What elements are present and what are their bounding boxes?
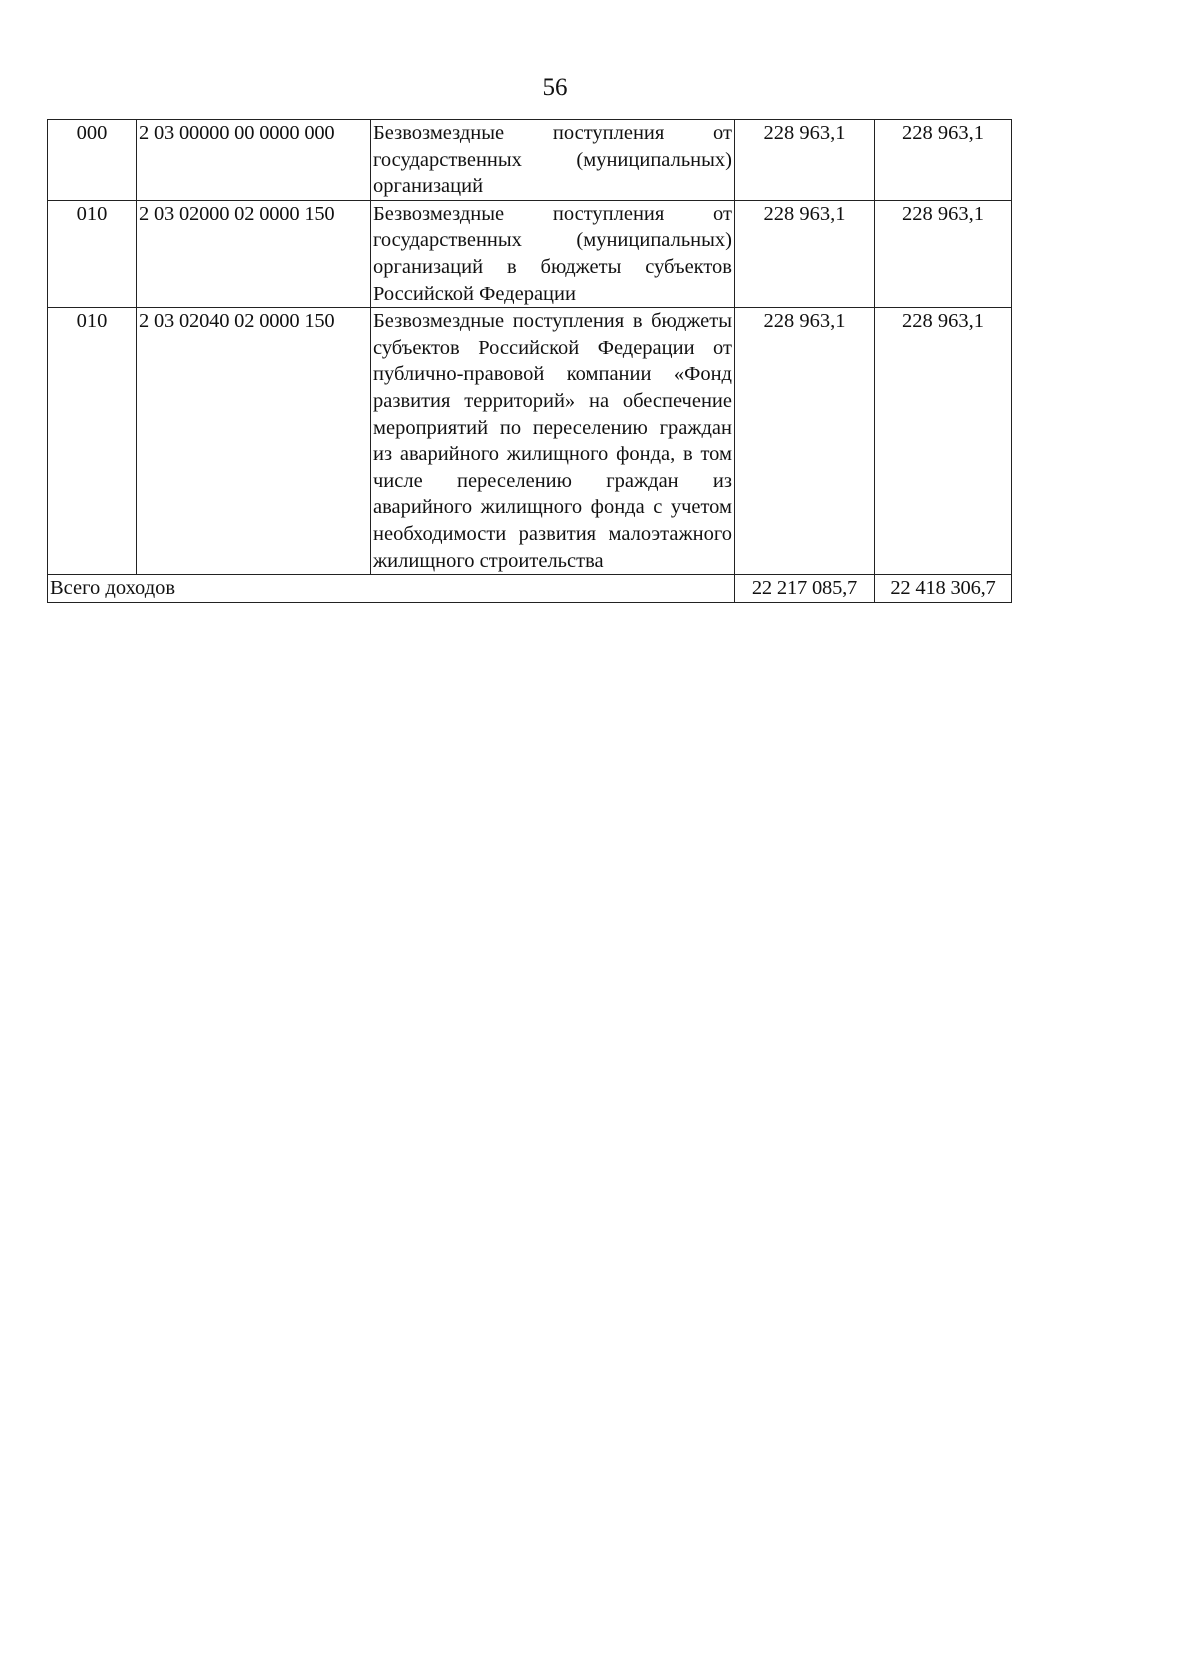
page-number: 56 xyxy=(542,74,568,101)
revenue-name-cell: Безвозмездные поступления от государственных (муниципальных) организаций в бюджеты субъектов Российской Федерации xyxy=(371,200,735,307)
total-row xyxy=(48,575,1012,603)
table-row xyxy=(48,308,1012,575)
revenue-table xyxy=(47,119,1012,603)
revenue-name-cell: Безвозмездные поступления в бюджеты субъектов Российской Федерации от публично-правовой компании «Фонд развития территорий» на обеспечение мероприятий по переселению граждан из аварийного жилищного фонда, в том числе переселению граждан из аварийного жилищного фонда с учетом необходимости развития малоэтажного жилищного строительства xyxy=(371,308,735,575)
value-2-cell: 228 963,1 xyxy=(875,308,1012,575)
revenue-name-cell: Безвозмездные поступления от государственных (муниципальных) организаций xyxy=(371,120,735,201)
total-value-2-cell: 22 418 306,7 xyxy=(875,575,1012,603)
budget-code-cell: 2 03 02000 02 0000 150 xyxy=(137,200,371,307)
total-value-1-cell: 22 217 085,7 xyxy=(735,575,875,603)
table-row xyxy=(48,120,1012,201)
value-1-cell: 228 963,1 xyxy=(735,200,875,307)
budget-code-cell: 2 03 00000 00 0000 000 xyxy=(137,120,371,201)
value-2-cell: 228 963,1 xyxy=(875,200,1012,307)
value-1-cell: 228 963,1 xyxy=(735,120,875,201)
budget-code-cell: 2 03 02040 02 0000 150 xyxy=(137,308,371,575)
admin-code-cell: 010 xyxy=(48,200,137,307)
value-1-cell: 228 963,1 xyxy=(735,308,875,575)
value-2-cell: 228 963,1 xyxy=(875,120,1012,201)
total-label-cell: Всего доходов xyxy=(48,575,735,603)
admin-code-cell: 010 xyxy=(48,308,137,575)
table-row xyxy=(48,200,1012,307)
admin-code-cell: 000 xyxy=(48,120,137,201)
